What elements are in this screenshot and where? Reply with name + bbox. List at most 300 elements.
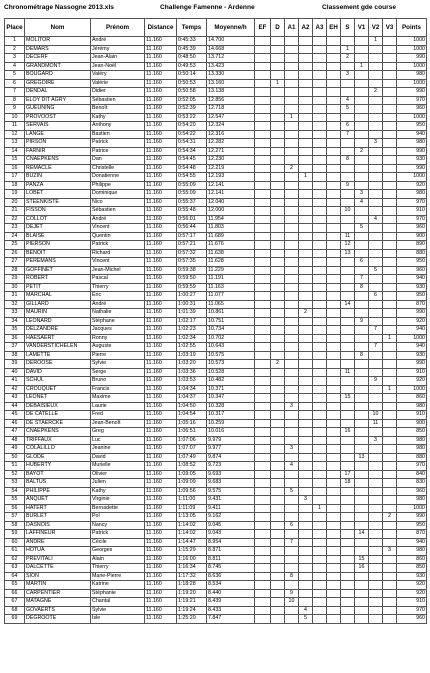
table-cell: [369, 385, 383, 394]
table-cell: [383, 606, 397, 615]
ranking-title: Classement gde course: [322, 4, 397, 11]
table-cell: [255, 105, 271, 114]
table-cell: [313, 113, 327, 122]
table-cell: Pierre: [91, 351, 145, 360]
table-row: [5, 37, 427, 46]
table-cell: 1:19:21: [177, 598, 207, 607]
table-cell: 0:57:21: [177, 241, 207, 250]
table-cell: [341, 258, 355, 267]
table-cell: [271, 122, 285, 131]
table-cell: [369, 564, 383, 573]
table-cell: 8.871: [207, 547, 255, 556]
table-cell: [255, 377, 271, 386]
table-cell: 10.259: [207, 419, 255, 428]
table-cell: [383, 232, 397, 241]
table-cell: [383, 479, 397, 488]
table-cell: [313, 54, 327, 63]
table-cell: Benoît: [91, 105, 145, 114]
table-cell: Maxime: [91, 394, 145, 403]
table-cell: [383, 130, 397, 139]
table-cell: Marie-Pierre: [91, 572, 145, 581]
table-cell: 56: [5, 504, 25, 513]
table-cell: [285, 419, 299, 428]
table-cell: [299, 598, 313, 607]
table-cell: 11: [341, 232, 355, 241]
table-row: [5, 453, 427, 462]
table-cell: [341, 190, 355, 199]
table-cell: [327, 504, 341, 513]
table-cell: [355, 360, 369, 369]
table-cell: 12.324: [207, 122, 255, 131]
table-cell: [355, 589, 369, 598]
table-cell: [299, 54, 313, 63]
table-cell: 3: [383, 547, 397, 556]
table-cell: [313, 326, 327, 335]
table-cell: [313, 521, 327, 530]
table-cell: [369, 71, 383, 80]
table-cell: [383, 207, 397, 216]
table-cell: [327, 309, 341, 318]
table-cell: [313, 564, 327, 573]
table-cell: [255, 79, 271, 88]
table-cell: [285, 198, 299, 207]
table-cell: BUZIN: [25, 173, 91, 182]
table-row: [5, 258, 427, 267]
table-cell: [299, 37, 313, 46]
table-cell: 12.718: [207, 105, 255, 114]
table-cell: [255, 45, 271, 54]
table-cell: TRIFFAUX: [25, 436, 91, 445]
table-cell: [271, 198, 285, 207]
table-cell: [299, 45, 313, 54]
table-row: [5, 147, 427, 156]
table-cell: [313, 394, 327, 403]
table-cell: 910: [397, 368, 427, 377]
table-cell: [299, 181, 313, 190]
table-cell: 11.160: [145, 598, 177, 607]
table-cell: [327, 606, 341, 615]
table-cell: [369, 54, 383, 63]
table-cell: 11.160: [145, 130, 177, 139]
table-cell: [285, 173, 299, 182]
table-cell: [369, 113, 383, 122]
table-cell: 1:01:39: [177, 309, 207, 318]
table-cell: [327, 479, 341, 488]
table-cell: 11.689: [207, 232, 255, 241]
table-cell: [271, 547, 285, 556]
table-row: [5, 207, 427, 216]
table-cell: DENDAL: [25, 88, 91, 97]
table-cell: [271, 139, 285, 148]
table-cell: 1: [383, 385, 397, 394]
table-cell: [341, 572, 355, 581]
table-cell: 11.160: [145, 105, 177, 114]
table-cell: [271, 96, 285, 105]
table-cell: LAMETTE: [25, 351, 91, 360]
table-cell: PROVOOST: [25, 113, 91, 122]
table-cell: HAESAERT: [25, 334, 91, 343]
table-cell: [355, 462, 369, 471]
table-row: [5, 156, 427, 165]
table-cell: 11.229: [207, 266, 255, 275]
table-cell: [383, 504, 397, 513]
table-cell: 12.230: [207, 156, 255, 165]
table-cell: [383, 190, 397, 199]
table-cell: 1: [369, 37, 383, 46]
table-cell: [383, 402, 397, 411]
table-cell: [383, 45, 397, 54]
table-cell: [299, 547, 313, 556]
table-cell: Didier: [91, 88, 145, 97]
table-cell: 990: [397, 309, 427, 318]
table-cell: 0:57:32: [177, 249, 207, 258]
table-row: [5, 173, 427, 182]
table-cell: [383, 530, 397, 539]
table-cell: Sébastien: [91, 96, 145, 105]
table-cell: [369, 479, 383, 488]
table-cell: 36: [5, 334, 25, 343]
table-cell: [313, 105, 327, 114]
table-cell: [369, 598, 383, 607]
table-cell: [313, 275, 327, 284]
table-cell: 1: [383, 334, 397, 343]
table-cell: [255, 198, 271, 207]
table-cell: 7: [285, 538, 299, 547]
table-row: [5, 105, 427, 114]
table-cell: 920: [397, 589, 427, 598]
table-cell: Dominique: [91, 190, 145, 199]
table-cell: 1:15:29: [177, 547, 207, 556]
table-cell: [327, 496, 341, 505]
table-cell: 2: [355, 147, 369, 156]
table-cell: 11.160: [145, 147, 177, 156]
table-cell: [271, 147, 285, 156]
table-cell: [355, 181, 369, 190]
table-cell: 1000: [397, 62, 427, 71]
table-cell: Anthony: [91, 122, 145, 131]
table-cell: [327, 487, 341, 496]
table-cell: [271, 419, 285, 428]
table-cell: [327, 88, 341, 97]
table-cell: 930: [397, 351, 427, 360]
table-cell: [271, 504, 285, 513]
table-cell: VANDERSTICHELEN: [25, 343, 91, 352]
table-cell: 1:04:54: [177, 411, 207, 420]
table-cell: [271, 377, 285, 386]
table-cell: [255, 130, 271, 139]
table-cell: DAVID: [25, 368, 91, 377]
table-cell: 9: [369, 377, 383, 386]
table-cell: 13.138: [207, 88, 255, 97]
table-cell: MAURIN: [25, 309, 91, 318]
table-cell: [313, 224, 327, 233]
table-cell: Jean-Noël: [91, 62, 145, 71]
table-cell: [327, 428, 341, 437]
table-cell: 3: [341, 71, 355, 80]
table-row: [5, 343, 427, 352]
sheet-header: [0, 0, 430, 18]
table-cell: [299, 453, 313, 462]
table-cell: [341, 215, 355, 224]
table-cell: [341, 139, 355, 148]
table-cell: 10.317: [207, 411, 255, 420]
table-cell: [255, 521, 271, 530]
table-cell: [285, 215, 299, 224]
table-cell: 0:45:33: [177, 37, 207, 46]
table-cell: 3: [5, 54, 25, 63]
table-cell: [255, 360, 271, 369]
table-cell: [369, 368, 383, 377]
table-cell: [255, 419, 271, 428]
table-cell: 8: [285, 572, 299, 581]
table-cell: 1:08:52: [177, 462, 207, 471]
table-cell: 1:06:51: [177, 428, 207, 437]
table-cell: DALCETTE: [25, 564, 91, 573]
table-cell: LOBET: [25, 190, 91, 199]
table-cell: 12.547: [207, 113, 255, 122]
table-cell: 11.160: [145, 283, 177, 292]
table-cell: 1:16:34: [177, 564, 207, 573]
table-cell: [383, 360, 397, 369]
table-cell: GOVAERTS: [25, 606, 91, 615]
table-cell: [327, 555, 341, 564]
table-cell: [341, 530, 355, 539]
table-cell: [327, 300, 341, 309]
table-cell: [255, 504, 271, 513]
table-cell: [383, 215, 397, 224]
table-cell: 990: [397, 164, 427, 173]
table-cell: Jean-Benoît: [91, 419, 145, 428]
table-cell: 11.160: [145, 564, 177, 573]
table-cell: 860: [397, 394, 427, 403]
table-cell: [285, 258, 299, 267]
table-cell: [355, 470, 369, 479]
table-cell: 8: [5, 96, 25, 105]
table-row: [5, 428, 427, 437]
table-cell: Laurie: [91, 402, 145, 411]
table-cell: 14: [5, 147, 25, 156]
table-cell: 1:03:53: [177, 377, 207, 386]
table-cell: [327, 334, 341, 343]
table-cell: DEROOSE: [25, 360, 91, 369]
table-cell: [255, 37, 271, 46]
table-cell: MATAGNE: [25, 598, 91, 607]
table-cell: BALTUS: [25, 479, 91, 488]
table-cell: DELZANDRE: [25, 326, 91, 335]
table-cell: [383, 96, 397, 105]
table-cell: 12.282: [207, 139, 255, 148]
table-cell: [299, 402, 313, 411]
table-cell: [327, 521, 341, 530]
table-cell: [383, 453, 397, 462]
table-cell: 11.160: [145, 547, 177, 556]
table-cell: 830: [397, 479, 427, 488]
table-cell: [341, 360, 355, 369]
table-cell: 980: [397, 139, 427, 148]
table-cell: 69: [5, 615, 25, 624]
table-cell: [341, 147, 355, 156]
table-cell: 11.160: [145, 96, 177, 105]
table-cell: [271, 62, 285, 71]
table-cell: 21: [5, 207, 25, 216]
table-cell: [369, 462, 383, 471]
table-cell: 3: [369, 436, 383, 445]
table-cell: 990: [397, 54, 427, 63]
table-cell: BAYOT: [25, 470, 91, 479]
table-cell: [369, 62, 383, 71]
table-cell: 0:59:38: [177, 266, 207, 275]
table-row: [5, 351, 427, 360]
table-cell: [369, 181, 383, 190]
table-cell: SCHUL: [25, 377, 91, 386]
table-cell: 15: [341, 394, 355, 403]
table-cell: [313, 462, 327, 471]
table-cell: DEGROOTE: [25, 615, 91, 624]
table-cell: [313, 343, 327, 352]
table-cell: 9.431: [207, 496, 255, 505]
table-cell: [327, 547, 341, 556]
table-cell: CROUQUET: [25, 385, 91, 394]
table-cell: 14: [355, 530, 369, 539]
table-row: [5, 436, 427, 445]
table-cell: 1000: [397, 334, 427, 343]
table-cell: [369, 487, 383, 496]
table-cell: [327, 343, 341, 352]
table-cell: 46: [5, 419, 25, 428]
table-cell: DECERF: [25, 54, 91, 63]
table-cell: [299, 122, 313, 131]
table-cell: [285, 309, 299, 318]
table-cell: [383, 368, 397, 377]
table-cell: [313, 615, 327, 624]
table-cell: [341, 538, 355, 547]
table-cell: [369, 147, 383, 156]
table-cell: [341, 453, 355, 462]
table-cell: [341, 402, 355, 411]
table-cell: [341, 198, 355, 207]
table-cell: [285, 334, 299, 343]
table-cell: 44: [5, 402, 25, 411]
table-cell: GILLARD: [25, 300, 91, 309]
table-cell: [383, 564, 397, 573]
table-cell: 10.347: [207, 394, 255, 403]
table-cell: 61: [5, 547, 25, 556]
table-cell: 60: [5, 538, 25, 547]
table-cell: 1:25:20: [177, 615, 207, 624]
table-cell: 11.160: [145, 351, 177, 360]
table-cell: 13.712: [207, 54, 255, 63]
table-cell: Ronny: [91, 334, 145, 343]
table-cell: 10.016: [207, 428, 255, 437]
table-row: [5, 45, 427, 54]
table-cell: 11.160: [145, 122, 177, 131]
table-cell: 930: [397, 156, 427, 165]
table-cell: Stéphanie: [91, 589, 145, 598]
column-header: Points: [397, 19, 427, 37]
table-row: [5, 419, 427, 428]
table-cell: 0:57:35: [177, 258, 207, 267]
table-cell: [299, 139, 313, 148]
table-cell: Eric: [91, 292, 145, 301]
table-cell: [313, 547, 327, 556]
table-row: [5, 334, 427, 343]
table-cell: Nico: [91, 198, 145, 207]
table-cell: 11.160: [145, 258, 177, 267]
table-cell: [299, 504, 313, 513]
table-cell: 11.160: [145, 37, 177, 46]
table-cell: [327, 79, 341, 88]
table-row: [5, 215, 427, 224]
table-cell: 12.141: [207, 181, 255, 190]
table-row: [5, 224, 427, 233]
table-row: [5, 275, 427, 284]
table-cell: PREVITALI: [25, 555, 91, 564]
table-cell: [355, 249, 369, 258]
table-cell: SION: [25, 572, 91, 581]
table-cell: [369, 275, 383, 284]
table-cell: [271, 164, 285, 173]
table-cell: [299, 436, 313, 445]
table-cell: [327, 326, 341, 335]
table-cell: ANQUET: [25, 496, 91, 505]
table-cell: [271, 232, 285, 241]
table-cell: PIRSON: [25, 139, 91, 148]
table-cell: [327, 147, 341, 156]
table-cell: [369, 190, 383, 199]
table-cell: 11.160: [145, 266, 177, 275]
table-cell: 11.160: [145, 513, 177, 522]
table-cell: [355, 615, 369, 624]
table-cell: [271, 292, 285, 301]
table-cell: 15: [5, 156, 25, 165]
table-cell: 16: [5, 164, 25, 173]
table-row: [5, 547, 427, 556]
table-row: [5, 581, 427, 590]
table-cell: [369, 428, 383, 437]
table-cell: 10: [285, 598, 299, 607]
table-cell: 1:07:49: [177, 453, 207, 462]
table-cell: [355, 79, 369, 88]
table-cell: 11.628: [207, 258, 255, 267]
table-cell: [383, 258, 397, 267]
table-cell: [271, 266, 285, 275]
table-cell: 14.668: [207, 45, 255, 54]
table-cell: CARPENTIER: [25, 589, 91, 598]
table-cell: 920: [397, 377, 427, 386]
table-cell: PETIT: [25, 283, 91, 292]
table-cell: 18: [5, 181, 25, 190]
table-cell: [355, 606, 369, 615]
table-cell: [255, 122, 271, 131]
table-cell: 9.979: [207, 436, 255, 445]
table-cell: 13.423: [207, 62, 255, 71]
table-cell: 8.745: [207, 564, 255, 573]
table-cell: [355, 122, 369, 131]
table-cell: [313, 402, 327, 411]
table-cell: 0:55:37: [177, 198, 207, 207]
table-cell: 0:54:55: [177, 173, 207, 182]
table-row: [5, 326, 427, 335]
table-row: [5, 79, 427, 88]
table-cell: [383, 377, 397, 386]
table-cell: 11.160: [145, 139, 177, 148]
table-cell: 34: [5, 317, 25, 326]
table-cell: [341, 317, 355, 326]
table-cell: Jeanine: [91, 445, 145, 454]
table-cell: 11.803: [207, 224, 255, 233]
table-cell: Fred: [91, 411, 145, 420]
table-cell: Jacques: [91, 326, 145, 335]
